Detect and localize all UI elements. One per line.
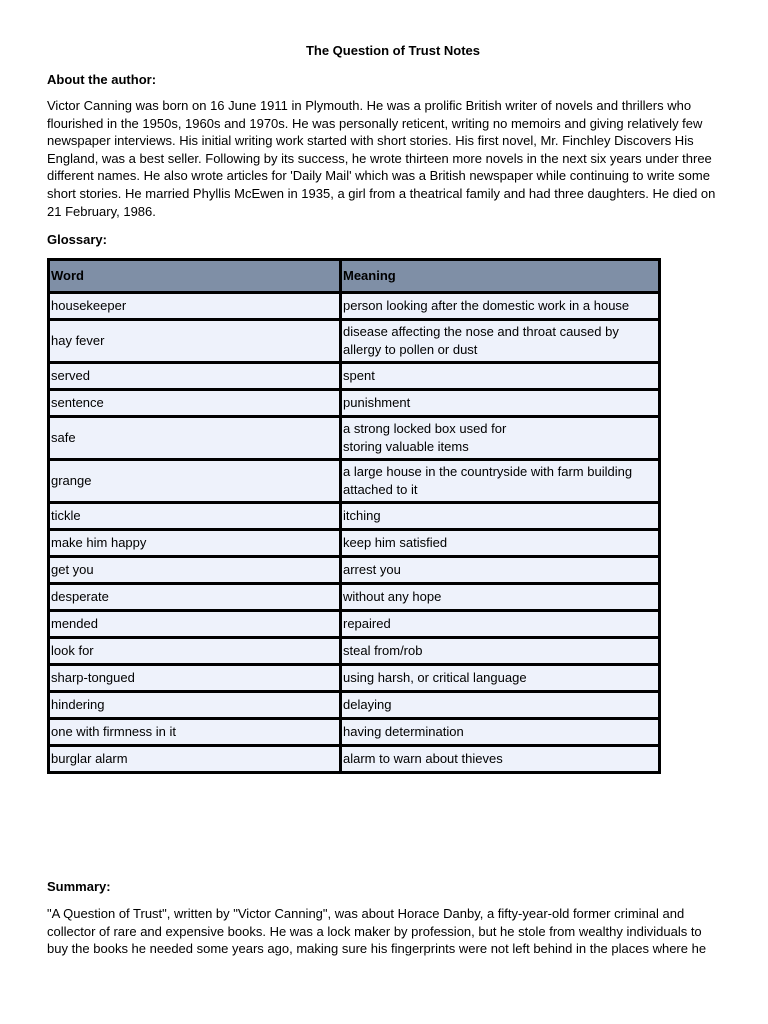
- glossary-word: sharp-tongued: [49, 665, 341, 692]
- table-row: [49, 611, 660, 638]
- table-row: [49, 719, 660, 746]
- table-row: [49, 363, 660, 390]
- table-row: [49, 530, 660, 557]
- glossary-heading: Glossary:: [47, 232, 107, 247]
- table-row: [49, 320, 660, 363]
- summary-paragraph: "A Question of Trust", written by "Victor Canning", was about Horace Danby, a fifty-year-old former criminal and collector of rare and expensive books. He was a lock maker by profession, but he stole from wealthy individuals to buy the books he needed some years ago, making sure his fingerprints were not left behind in the places where he: [47, 906, 707, 957]
- glossary-word: grange: [49, 460, 341, 503]
- glossary-word: sentence: [49, 390, 341, 417]
- table-row: [49, 503, 660, 530]
- about-author-heading: About the author:: [47, 72, 157, 87]
- table-row: [49, 417, 660, 460]
- glossary-table: [47, 258, 661, 774]
- glossary-meaning: having determination: [341, 719, 660, 746]
- glossary-meaning: delaying: [341, 692, 660, 719]
- table-row: [49, 584, 660, 611]
- table-row: [49, 390, 660, 417]
- glossary-meaning: keep him satisfied: [341, 530, 660, 557]
- table-row: [49, 692, 660, 719]
- glossary-word: safe: [49, 417, 341, 460]
- glossary-meaning: itching: [341, 503, 660, 530]
- glossary-meaning: a strong locked box used for storing valuable items: [341, 417, 660, 460]
- glossary-word: one with firmness in it: [49, 719, 341, 746]
- glossary-word: desperate: [49, 584, 341, 611]
- glossary-meaning: without any hope: [341, 584, 660, 611]
- glossary-word: look for: [49, 638, 341, 665]
- glossary-word: burglar alarm: [49, 746, 341, 773]
- table-row: [49, 460, 660, 503]
- glossary-meaning: arrest you: [341, 557, 660, 584]
- glossary-meaning: alarm to warn about thieves: [341, 746, 660, 773]
- table-row: [49, 638, 660, 665]
- glossary-word: make him happy: [49, 530, 341, 557]
- page-title: The Question of Trust Notes: [305, 43, 481, 58]
- glossary-meaning: person looking after the domestic work in a house: [341, 293, 660, 320]
- glossary-header-row: [49, 260, 660, 293]
- about-author-paragraph: Victor Canning was born on 16 June 1911 in Plymouth. He was a prolific British writer of novels and thrillers who flourished in the 1950s, 1960s and 1970s. He was personally reticent, writing no memoirs and giving relatively few newspaper interviews. His initial writing work started with short stories. His first novel, Mr. Finchley Discovers His England, was a best seller. Following by its success, he wrote thirteen more novels in the next six years under three different names. He also wrote articles for 'Daily Mail' which was a British newspaper while continuing to write some short stories. He married Phyllis McEwen in 1935, a girl from a theatrical family and had three daughters. He died on 21 February, 1986.: [47, 98, 716, 219]
- table-row: [49, 293, 660, 320]
- glossary-meaning: disease affecting the nose and throat caused by allergy to pollen or dust: [341, 320, 660, 363]
- glossary-header-meaning: Meaning: [341, 260, 660, 293]
- glossary-word: get you: [49, 557, 341, 584]
- glossary-word: hay fever: [49, 320, 341, 363]
- glossary-meaning: steal from/rob: [341, 638, 660, 665]
- glossary-word: served: [49, 363, 341, 390]
- glossary-meaning: using harsh, or critical language: [341, 665, 660, 692]
- glossary-meaning: repaired: [341, 611, 660, 638]
- table-row: [49, 665, 660, 692]
- glossary-meaning: punishment: [341, 390, 660, 417]
- glossary-header-word: Word: [49, 260, 341, 293]
- glossary-word: housekeeper: [49, 293, 341, 320]
- table-row: [49, 746, 660, 773]
- glossary-meaning: a large house in the countryside with farm building attached to it: [341, 460, 660, 503]
- glossary-word: mended: [49, 611, 341, 638]
- glossary-word: tickle: [49, 503, 341, 530]
- table-row: [49, 557, 660, 584]
- glossary-meaning: spent: [341, 363, 660, 390]
- summary-heading: Summary:: [47, 879, 111, 894]
- glossary-word: hindering: [49, 692, 341, 719]
